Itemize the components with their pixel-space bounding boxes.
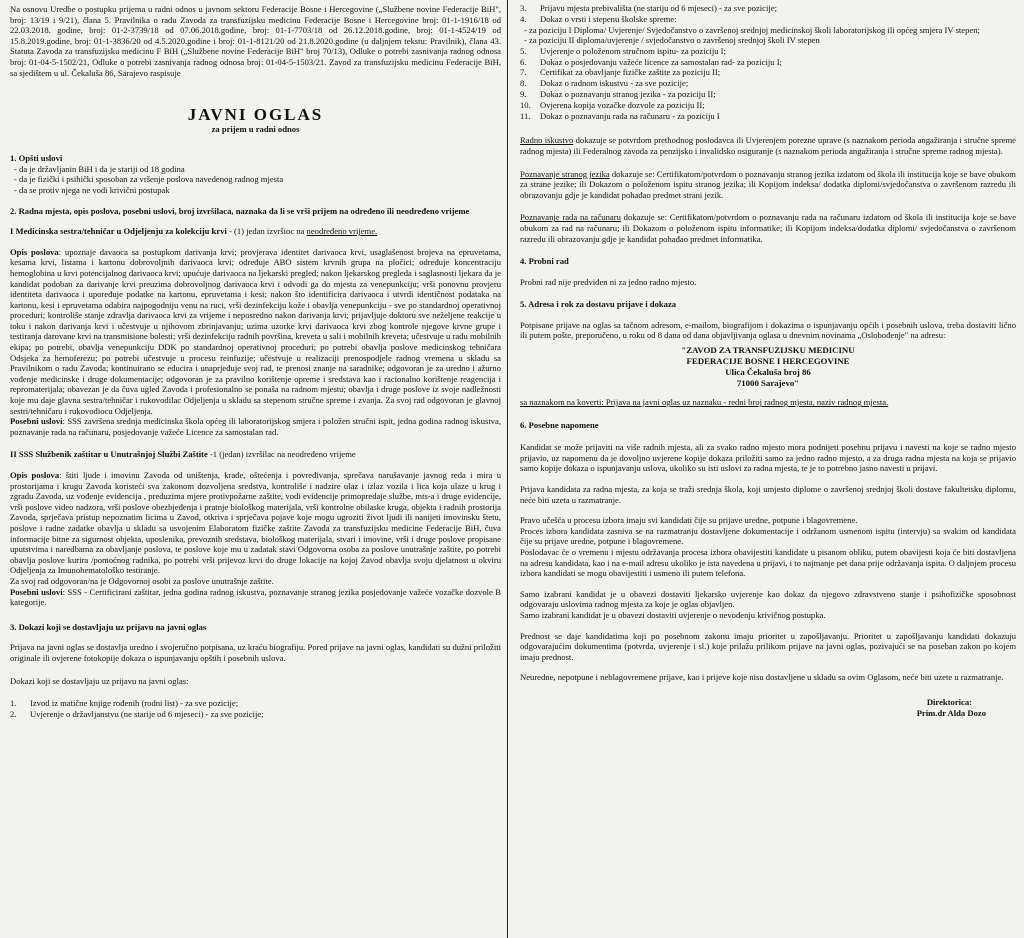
notes-paragraph-5: Poslodavac će o vremenu i mjestu održavanja procesa izbora obavijestiti kandidate u pisanom obliku, putem obavijesti koja će biti dostavljena na adresu kandidata, kao i na e-mail adresu ukoliko je ista navedena u prijavi, i to najmanje pet dana prije održavanja ispita. O daljnjem procesu izbora kandidati se mogu obavijestiti i usmeno ili putem telefona. [520,547,1016,579]
list-item: - da je državljanin BiH i da je stariji od 18 godina [14,164,501,175]
right-column [510,0,1024,938]
list-item: - za poziciju II diploma/uvjerenje / svjedočanstvo o završenoj srednjoj školi IV stepen [524,35,1016,46]
position-1-title: I Medicinska sestra/tehničar u Odjeljenju za kolekciju krvi [10,226,227,237]
description-label: Opis poslova [10,246,59,257]
address-line-3: Ulica Čekaluša broj 86 [725,367,811,378]
item-number: 7. [520,67,527,78]
conditions-text: : SSS - Certificirani zaštitar, jedna godina radnog iskustva, poznavanje stranog jezika posjedovanje važeće vozačke dozvole B kategorije. [10,586,501,608]
address-line-4: 71000 Sarajevo" [736,378,800,389]
computer-skills-paragraph [520,212,1016,244]
section-4-text: Probni rad nije predviđen ni za jedno radno mjesto. [520,276,697,287]
position-2-responsibility: Za svoj rad odgovoran/na je Odgovornoj osobi za poslove unutrašnje zaštite. [10,575,274,586]
address-line-1: "ZAVOD ZA TRANSFUZIJSKU MEDICINU [681,345,855,356]
documents-list-left [10,698,501,720]
list-item [520,3,1016,14]
notes-paragraph-2: Prijava kandidata za radna mjesta, za koja se traži srednja škola, koji umjesto diplome o završenoj srednjoj školi dostave fakultetsku diplomu, neće biti uzeta u razmatranje. [520,484,1016,505]
item-number: 5. [520,45,527,56]
list-item [520,89,1016,100]
item-text: Dokaz o posjedovanju važeće licence za samostalan rad- za poziciju I; [540,56,782,67]
page-title: JAVNI OGLAS [187,105,324,125]
notes-paragraph-1: Kandidat se može prijaviti na više radnih mjesta, ali za svako radno mjesto mora podnijeti posebnu prijavu i navesti na koje se radno mjesto prijavio, uz napomenu da je dovoljno uvjerene kopije dokaza priložiti samo za jedno radno mjesto, a za druga radna mjesta na koja se prijavio samo kopije dokaza o ispunjavanju uslova, ukoliko su isti uslovi za radna mjesta, te je to potrebno jasno navesti u prijavi. [520,442,1016,474]
item-text: Uvjerenje o državljanstvu (ne starije od 6 mjeseci) - za sve pozicije; [30,708,264,719]
section-4-heading: 4. Probni rad [520,256,569,267]
item-number: 1. [10,698,17,709]
item-number: 11. [520,110,531,121]
item-number: 2. [10,708,17,719]
list-item [520,14,1016,25]
list-item: - da se protiv njega ne vodi krivični postupak [14,185,501,196]
notes-paragraph-9: Neuredne, nepotpune i neblagovremene prijave, kao i prijeve koje nisu dostavljene u skladu sa ovim Oglasom, neće biti uzete u razmatranje. [520,672,1004,683]
section-1-heading: 1. Opšti uslovi [10,153,63,164]
list-item [520,111,1016,122]
envelope-note: sa naznakom na koverti: Prijava na javni oglas uz naznaku - redni broj radnog mjesta, naziv radnog mjesta. [520,397,889,408]
item-text: Dokaz o vrsti i stepenu školske spreme: [540,13,677,24]
item-number: 10. [520,99,531,110]
list-item: - za poziciju I Diploma/ Uvjerenje/ Svjedočanstvo o završenoj srednjoj medicinskoj školi laboratorijskog ili općeg smjera IV stepen; [524,25,1016,36]
foreign-language-label: Poznavanje stranog jezika [520,168,610,179]
general-conditions-list [10,164,501,196]
notes-paragraph-4: Proces izbora kandidata zasniva se na razmatranju dostavljene dokumentacije i održanom usmenom ispitu (intervju) sa svakim od kandidata čije su prijave uredne, potpune i blagovremene. [520,525,1016,547]
section-5-text: Potpisane prijave na oglas sa tačnom adresom, e-mailom, biografijom i dokazima o ispunjavanju općih i posebnih uslova, treba dostaviti lično ili putem pošte, preporučeno, u roku od 8 dana od dana objavljivanja oglasa u dnevnim novinama „Oslobođenje" na adresu: [520,319,1016,341]
position-1-count: - (1) jedan izvršioc na [226,226,307,237]
signature-name: Prim.dr Alda Dozo [916,707,986,718]
item-number: 6. [520,56,527,67]
list-item [520,57,1016,68]
address-line-2: FEDERACIJE BOSNE I HERCEGOVINE [686,356,850,367]
documents-list-right-continued [520,46,1016,122]
list-item: - da je fizički i psihički sposoban za vršenje poslova navedenog radnog mjesta [14,174,501,185]
section-3-paragraph-1: Prijava na javni oglas se dostavlja uredno i svojeručno potpisana, uz kraću biografiju. Pored prijave na javni oglas, kandidati su dužni priložiti originale ili ovjerene fotokopije dokaza o ispunjavanju opštih i posebnih uslova. [10,642,501,663]
intro-paragraph: Na osnovu Uredbe o postupku prijema u radni odnos u javnom sektoru Federacije Bosne i Hercegovine („Službene novine Federacije BiH", broj: 13/19 i 9/21), člana 5. Pravilnika o radu Zavoda za transfuzijsku medicinu Federacije Bosne i Hercegovine broj: 01-1-1916/18 od 22.03.2018. godine, broj: 01-2-3739/18 od 07.06.2018.godine, broj: 01-1-7703/18 od 26.12.2018.godine, broj: 01-1-4524/19 od 15.8.2019.godine, broj: 01-1-3836/20 od 4.5.2020.godine i broj: 01-1-8121/20 od 21.8.2020.godine (u daljnjem tekstu: Pravilnik), člana 43. Statuta Zavoda za transfuzijsku medicinu F BiH („Službene novine Federacije BiH" broj 70/13), Odluke o potrebi zasnivanja radnog odnosa broj: 01-04-5-1502/21, Odluke o potrebi zasnivanja radnog odnosa broj: 01-04-5-1503/21. Zavod za transfuzijsku medicinu Federacije BiH, sa sjedištem u ul. Čekaluša 86, Sarajevo raspisuje [10,4,501,78]
notes-paragraph-7: Samo izabrani kandidat je u obavezi dostaviti uvjerenje o nevođenju krivičnog postupka. [520,609,826,620]
foreign-language-paragraph [520,169,1016,201]
documents-list-right [520,3,1016,25]
list-item [10,709,501,720]
position-2-conditions [10,587,501,608]
position-1-term: neodređeno vrijeme. [306,226,378,237]
notes-paragraph-3: Pravo učešća u procesu izbora imaju svi kandidati čije su prijave uredne, potpune i blagovremene. [520,515,858,526]
item-text: Izvod iz matične knjige rođenih (rodni list) - za sve pozicije; [30,698,239,709]
position-2-heading [10,449,501,460]
list-item [520,100,1016,111]
section-2-heading: 2. Radna mjesta, opis poslova, posebni uslovi, broj izvršilaca, naznaka da li se vrši prijem na određeno ili neodređeno vrijeme [10,205,470,216]
item-number: 3. [520,3,527,13]
foreign-language-text: dokazuje se: Certifikatom/potvrdom o poznavanju stranog jezika izdatom od škola ili institucija koje se bave obukom za strane jezike; ili Dokazom o položenom ispitu stranog jezika; ili Kopijom indeksa/ dodatka diplomi/svjedočanstva o završenom razredu ili obrazovanju gdje je kandidat pohađao predmet strani jezik. [520,168,1016,200]
description-text: : upoznaje davaoca sa postupkom darivanja krvi; provjerava identitet darivaoca krvi, usaglašenost brojeva na epruvetama, kesama krvi, listama i kartonu dobrovoljnih darivaoca krvi; određuje ABO sistem krvnih grupa na pločici; određuje koncentraciju hemoglobina u krvi potencijalnog darivaoca krvi; upućuje darivaoca na ljekarski pregled; nakon ljekarskog pregleda i saglasnosti ljekara da je kandidat podoban za darivanje krvi preuzima dobrovoljnog darivaoca krvi i odvodi ga do mjesta za venepunkciju; vrši ponovnu provjeru identiteta darivaoca i upoređuje podatke na kartonu, epruvetama i kesi; nakon što identificira darivaoca i utvrdi identičnost podataka na kartonu, kesi i epruvetama odabira najpogodniju venu na ruci, vrši dezinfekciju kože i obavlja venepunkciju - sve po standardnoj operativnoj proceduri; kontroliše stanje zdravlja darivaoca krvi za vrijeme i neposredno nakon darivanja krvi; prijavljuje doktoru sve neželjene reakcije u toku i nakon darivanja krvi i učestvuje u njihovom zbrinjavanju; uzima uzorke krvi darivaoca krvi zbog kontrole njegove krvne grupe i testiranja darovane krvi na transmisione bolesti; vrši dezinfekciju radnih površina, kreveta u sali i mobilnih kreveta; učestvuje u radu mobilnih ekipa; po potrebi, obavlja venepunkciju DDK po standardnoj operativnoj proceduri; po potrebi obavlja poslove medicinskog tehničara Odsjeka za hemoferezu; po potrebi učestvuje u procesu reinfuzije; učestvuje u realizaciji prenospodjele radnog vremena u skladu sa Pravilnikom o radu Zavoda; kontinuirano se educira i unaprjeđuje svoj rad, te prenosi znanje na saradnike; odgovoran je za uredno i ažurno vođenje medicinske i druge dokumentacije; odgovoran je za pravilno korištenje opreme i sredstava kao i racionalno korištenje reagencija i repromaterijala; obavezan je da čuva ugled Zavoda i profesionalno se ponaša na radnom mjestu; obavlja i druge poslove iz svoje nadležnosti koje mu daje glavna sestra/tehničar i rukovodilac Odjeljenja u skladu sa stepenom stručne spreme i zvanja. Za svoj rad odgovoran je glavnoj sestri/tehničaru i rukovodiocu Odjeljenja. [10,246,502,416]
list-item [520,78,1016,89]
computer-skills-text: dokazuje se: Certifikatom/potvrdom o poznavanju rada na računaru izdatom od škola ili institucija koje se bave obukom za rad na računaru; ili Dokazom o položenom ispitu informatike; ili Kopijom indeksa/dodatka diplomi/ svjedočanstva o završenom razredu ili obrazovanju gdje je kandidat pohađao predmet informatika. [520,212,1017,244]
position-1-description [10,247,501,417]
item-text: Certifikat za obavljanje fizičke zaštite za poziciju II; [540,67,721,78]
position-1-conditions [10,416,501,437]
item-text: Ovjerena kopija vozačke dozvole za poziciju II; [540,99,705,110]
conditions-text: : SSS završena srednja medicinska škola općeg ili laboratorijskog smjera i položen stručni ispit, jedna godina radnog iskustva, poznavanje rada na računaru, posjedovanje važeće Licence za samostalan rad. [10,416,501,437]
item-number: 8. [520,78,527,89]
section-3-paragraph-2: Dokazi koji se dostavljaju uz prijavu na javni oglas: [10,675,189,686]
list-item [520,46,1016,57]
signature-title: Direktorica: [926,696,972,707]
position-2-description [10,470,501,576]
item-number: 4. [520,13,527,24]
item-number: 9. [520,88,527,99]
item-text: Dokaz o radnom iskustvu - za sve pozicije; [540,78,689,89]
left-column [0,0,508,938]
description-label: Opis poslova [10,470,60,480]
section-5-heading: 5. Adresa i rok za dostavu prijave i dokaza [520,299,677,310]
section-3-heading: 3. Dokazi koji se dostavljaju uz prijavu na javni oglas [10,621,207,632]
list-item [10,698,501,709]
list-item [520,67,1016,78]
work-experience-paragraph [520,135,1016,156]
education-sublist [520,25,1016,46]
notes-paragraph-6: Samo izabrani kandidat je u obavezi dostaviti ljekarsko uvjerenje kao dokaz da njegovo zdravstveno stanje i psihofizičke sposobnost odgovaraju uslovima radnog mjesta za koje je oglas objavljen. [520,588,1016,610]
position-1-heading [10,226,501,237]
section-6-heading: 6. Posebne napomene [520,419,599,430]
item-text: Uvjerenje o položenom stručnom ispitu- za poziciju I; [540,45,726,56]
conditions-label: Posebni uslovi [10,586,63,597]
item-text: Dokaz o poznavanju stranog jezika - za poziciju II; [540,88,716,99]
position-2-title: II SSS Službenik zaštitar u Unutrašnjoj Službi Zaštite [10,449,208,460]
description-text: : štiti ljude i imovinu Zavoda od uništenja, krađe, oštećenja i povređivanja, sprečava narušavanje javnog reda i mira u prostorijama i krugu Zavoda koristeći sva zakonom dozvoljena sredstva, kontroliše i nadzire ulaz i izlaz vozila i lica koja ulaze u krug i zgradu Zavoda, uz vođenje evidencija , preduzima mjere protivpožarne zaštite, vodi evidencije primopredaje službe, mts-a i druge evidencije, vrši poslove video nadzora, vrši poslove obezbjeđenja i pratnje biološkog materijala, vrši kontrolne obilaske kruga, objekta i radnih prostorija Zavoda, sprječava pristup nepoznatim licima u Zavod, otkriva i sprječava pojave koje mogu ugroziti život ljudi ili nanijeti imovinsku štetu, poslove i radne zadatke obavlja u skladu sa usvojenim Elaboratom fizičke zaštite Zavoda za transfuzijsku medicine Federacije BiH, čuva informacije bitne za sigurnost objekta, uposlenika, prevoznih sredstava, biološkog materijala, stvari i imovine, vrši i druge poslove propisane uputstvima i naredbama za obavljanje poslova, te poslove koje mu u zadatak stavi Odgovorna osoba za poslove unutrašnje zaštite, po potrebi obavlja poslove kurira /pomoćnog radnika, po potrebi vrši prijevoz krvi do druge lokacije na kojoj Zavod obavlja svoju djelatnost u okviru Odjeljenja za Imunohematološko testiranje. [10,470,502,576]
page-subtitle: za prijem u radni odnos [211,124,300,135]
conditions-label: Posebni uslovi [10,416,63,427]
position-2-count: -1 (jedan) izvršilac na neodređeno vrijeme [207,449,356,460]
notes-paragraph-8: Prednost se daje kandidatima koji po posebnom zakonu imaju prioritet u zapošljavanju. Prioritet u zapošljavanju kandidati dokazuju odgovarajućim dokumentima (potvrda, uvjerenje i sl.) koje prilažu prilikom prijave na javni oglas, pozivajući se na poseban zakon po kojem imaju prednost. [520,630,1016,662]
work-experience-text: dokazuje se potvrdom prethodnog poslodavca ili Uvjerenjem porezne uprave (s naznakom perioda angažiranja i stručne spreme radnog mjesta) ili Federalnog zavoda za penzijsko i invalidsko osiguranje (s naznakom perioda angažiranja i stručne spreme radnog mjesta). [520,135,1016,156]
computer-skills-label: Poznavanje rada na računaru [520,212,621,223]
item-text: Dokaz o poznavanju rada na računaru - za poziciju I [540,110,720,121]
item-text: Prijavu mjesta prebivališta (ne stariju od 6 mjeseci) - za sve pozicije; [540,3,777,13]
work-experience-label: Radno iskustvo [520,135,574,146]
